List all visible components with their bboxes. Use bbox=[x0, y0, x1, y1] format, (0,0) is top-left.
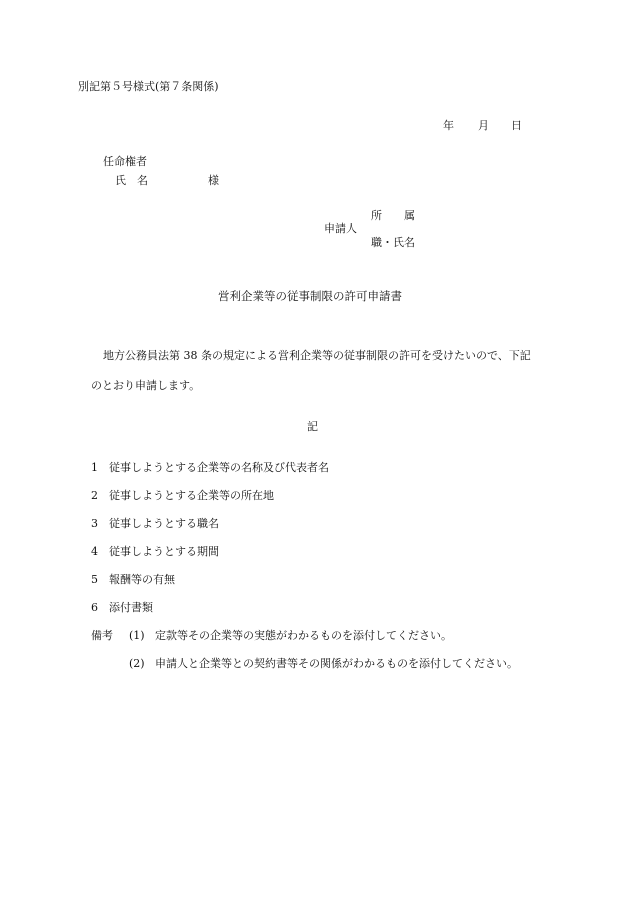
addressee-name-label: 氏 名 bbox=[115, 174, 148, 187]
addressee-authority: 任命権者 bbox=[103, 155, 147, 168]
item-text: 報酬等の有無 bbox=[109, 573, 175, 586]
item-text: 従事しようとする企業等の名称及び代表者名 bbox=[109, 461, 329, 474]
ki-heading: 記 bbox=[307, 420, 318, 433]
item-number: 3 bbox=[91, 517, 98, 530]
item-number: 4 bbox=[91, 545, 98, 558]
remark-text: 申請人と企業等との契約書等その関係がわかるものを添付してください。 bbox=[155, 657, 518, 670]
remark-text: 定款等その企業等の実態がわかるものを添付してください。 bbox=[155, 629, 452, 642]
body-line-1: 地方公務員法第 38 条の規定による営利企業等の従事制限の許可を受けたいので、下記 bbox=[103, 349, 531, 362]
form-number: 別記第５号様式(第７条関係) bbox=[78, 80, 219, 93]
date-day: 日 bbox=[511, 119, 522, 132]
document-title: 営利企業等の従事制限の許可申請書 bbox=[218, 289, 402, 303]
item-text: 添付書類 bbox=[109, 601, 153, 614]
item-number: 1 bbox=[91, 461, 98, 474]
item-number: 2 bbox=[91, 489, 98, 502]
item-text: 従事しようとする職名 bbox=[109, 517, 219, 530]
item-text: 従事しようとする企業等の所在地 bbox=[109, 489, 274, 502]
applicant-position-name: 職・氏名 bbox=[371, 236, 415, 249]
applicant-label: 申請人 bbox=[324, 222, 357, 235]
item-text: 従事しようとする期間 bbox=[109, 545, 219, 558]
remark-number: (1) bbox=[129, 629, 145, 642]
applicant-affiliation: 所 属 bbox=[371, 209, 415, 222]
remarks-label: 備考 bbox=[91, 629, 113, 642]
item-number: 6 bbox=[91, 601, 98, 614]
date-month: 月 bbox=[478, 119, 489, 132]
addressee-honorific: 様 bbox=[208, 174, 219, 187]
item-number: 5 bbox=[91, 573, 98, 586]
body-line-2: のとおり申請します。 bbox=[91, 379, 201, 392]
date-year: 年 bbox=[443, 119, 454, 132]
remark-number: (2) bbox=[129, 657, 145, 670]
